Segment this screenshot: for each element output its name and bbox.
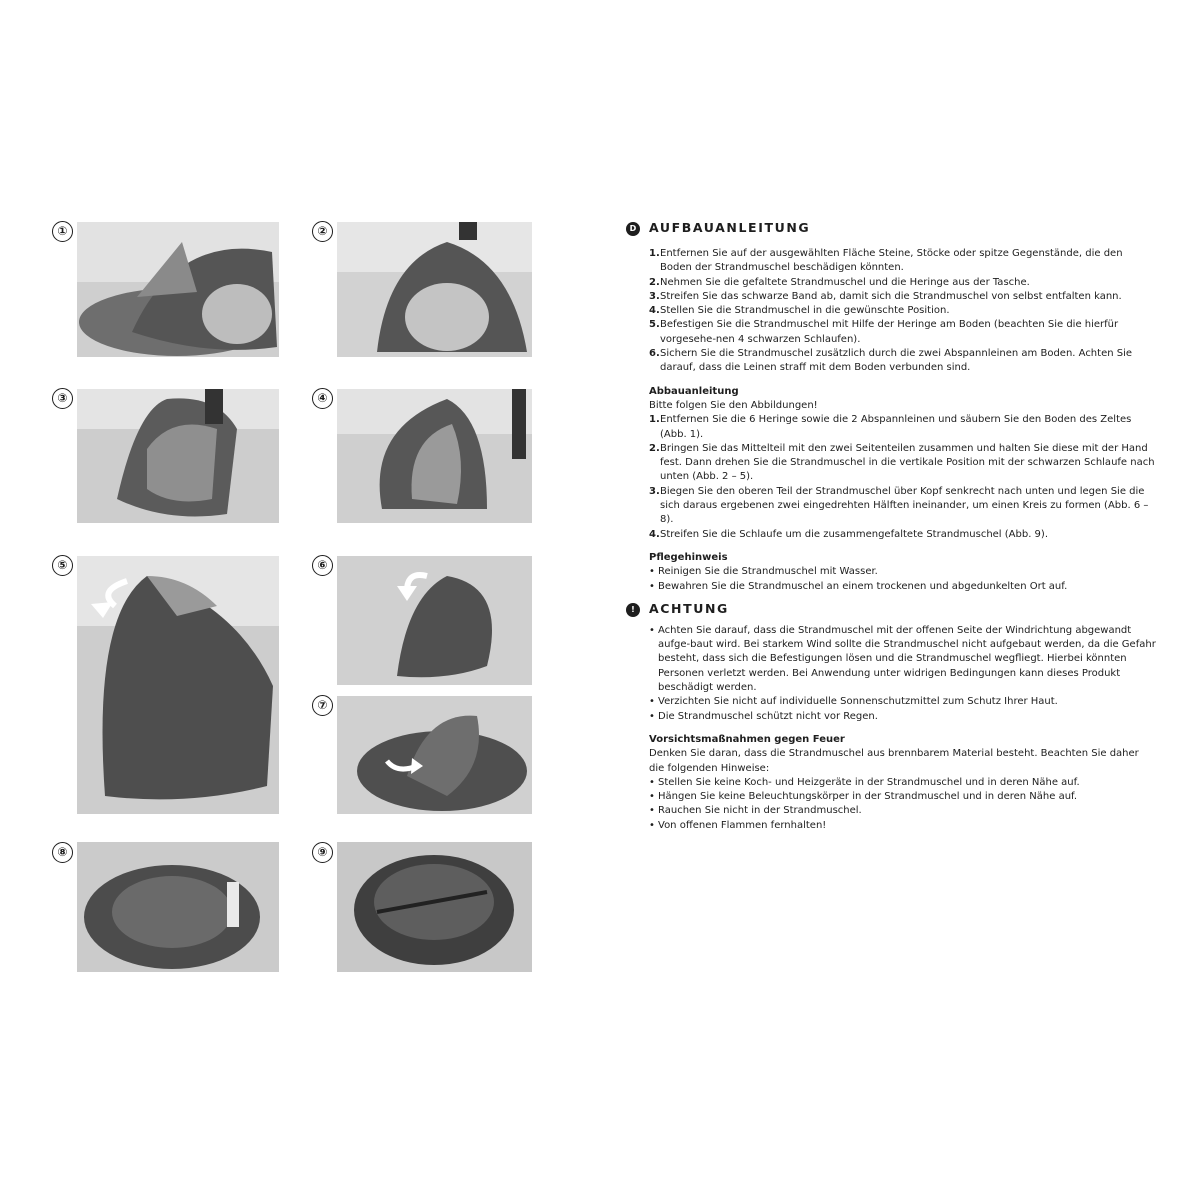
feuer-list [649, 776, 1156, 833]
feuer-title: Vorsichtsmaßnahmen gegen Feuer [649, 733, 845, 745]
achtung-body [626, 624, 1156, 833]
aufbau-step: 5. Befestigen Sie die Strandmuschel mit Hilfe der Heringe am Boden (beachten Sie die hierfür vorgesehe-nen 4 schwarzen Schlaufen). [649, 319, 1119, 345]
aufbau-step: 2. Nehmen Sie die gefaltete Strandmuschel und die Heringe aus der Tasche. [649, 276, 1030, 288]
pflege-list [649, 565, 1156, 594]
abbau-steps [649, 413, 1156, 542]
achtung-list [649, 624, 1156, 724]
figure-number-2: ② [312, 221, 333, 242]
tent-fold-photo [77, 389, 279, 523]
language-d-icon: D [626, 222, 640, 236]
figure-number-9: ⑨ [312, 842, 333, 863]
aufbau-body [626, 247, 1156, 594]
figure-number-8: ⑧ [52, 842, 73, 863]
achtung-item: • Die Strandmuschel schützt nicht vor Regen. [649, 710, 1156, 724]
pflege-title: Pflegehinweis [649, 551, 728, 563]
feuer-item: • Rauchen Sie nicht in der Strandmuschel. [649, 804, 1156, 818]
tent-open-photo [77, 222, 279, 357]
aufbau-header [626, 221, 1156, 241]
feuer-intro: Denken Sie daran, dass die Strandmuschel aus brennbarem Material besteht. Beachten Sie daher die folgenden Hinweise: [649, 748, 1139, 774]
warning-icon: ! [626, 603, 640, 617]
aufbau-step: 4. Stellen Sie die Strandmuschel in die gewünschte Position. [649, 305, 950, 317]
figure-number-6: ⑥ [312, 555, 333, 576]
feuer-item: • Von offenen Flammen fernhalten! [649, 819, 1156, 833]
tent-vertical-photo [337, 389, 532, 523]
figure-number-5: ⑤ [52, 555, 73, 576]
figure-number-1: ① [52, 221, 73, 242]
achtung-header [626, 602, 1156, 622]
tent-packed-photo [337, 842, 532, 972]
pflege-item: • Bewahren Sie die Strandmuschel an einem trockenen und abgedunkelten Ort auf. [649, 580, 1156, 594]
achtung-item: • Verzichten Sie nicht auf individuelle Sonnenschutzmittel zum Schutz Ihrer Haut. [649, 695, 1156, 709]
tent-lift-photo [337, 222, 532, 357]
abbau-step: 4. Streifen Sie die Schlaufe um die zusammengefaltete Strandmuschel (Abb. 9). [649, 528, 1049, 540]
aufbau-step: 1. Entfernen Sie auf der ausgewählten Fläche Steine, Stöcke oder spitze Gegenstände, die den Boden der Strandmuschel beschädigen könnten. [649, 248, 1123, 274]
aufbau-step: 3. Streifen Sie das schwarze Band ab, damit sich die Strandmuschel von selbst entfalten kann. [649, 290, 1122, 302]
tent-turn-photo [77, 556, 279, 814]
figure-number-4: ④ [312, 388, 333, 409]
aufbau-steps [649, 247, 1156, 376]
tent-circle-photo [77, 842, 279, 972]
abbau-title: Abbauanleitung [649, 385, 739, 397]
tent-twist-photo [337, 696, 532, 814]
tent-bend-photo [337, 556, 532, 685]
feuer-item: • Stellen Sie keine Koch- und Heizgeräte in der Strandmuschel und in deren Nähe auf. [649, 776, 1156, 790]
pflege-item: • Reinigen Sie die Strandmuschel mit Wasser. [649, 565, 1156, 579]
abbau-intro: Bitte folgen Sie den Abbildungen! [649, 399, 818, 411]
abbau-step: 3. Biegen Sie den oberen Teil der Strandmuschel über Kopf senkrecht nach unten und legen Sie die sich daraus ergebenen zwei eingedrehten Hälften ineinander, um einen Kreis zu formen (Abb. 6 – 8). [649, 485, 1149, 526]
figure-number-3: ③ [52, 388, 73, 409]
abbau-step: 2. Bringen Sie das Mittelteil mit den zwei Seitenteilen zusammen und halten Sie diese mit der Hand fest. Dann drehen Sie die Strandmuschel in die vertikale Position mit der schwarzen Schlaufe nach unten (Abb. 2 – 5). [649, 442, 1155, 483]
figure-number-7: ⑦ [312, 695, 333, 716]
instructions-column [626, 221, 1156, 833]
abbau-step: 1. Entfernen Sie die 6 Heringe sowie die 2 Abspannleinen und säubern Sie den Boden des Zeltes (Abb. 1). [649, 414, 1132, 440]
feuer-item: • Hängen Sie keine Beleuchtungskörper in der Strandmuschel und in deren Nähe auf. [649, 790, 1156, 804]
achtung-title: ACHTUNG [649, 600, 729, 616]
aufbau-step: 6. Sichern Sie die Strandmuschel zusätzlich durch die zwei Abspannleinen am Boden. Achten Sie darauf, dass die Leinen straff mit dem Boden verbunden sind. [649, 348, 1133, 374]
aufbau-title: AUFBAUANLEITUNG [649, 220, 811, 235]
achtung-item: • Achten Sie darauf, dass die Strandmuschel mit der offenen Seite der Windrichtung abgewandt aufge-baut wird. Bei starkem Wind sollte die Strandmuschel nicht aufgebaut werden, da die Gefahr besteht, dass sich die Befestigungen lösen und die Strandmuschel wegfliegt. Hierbei könnten Personen verletzt werden. Bei Anwendung unter widrigen Bedingungen kann dieses Produkt beschädigt werden. [649, 624, 1156, 695]
